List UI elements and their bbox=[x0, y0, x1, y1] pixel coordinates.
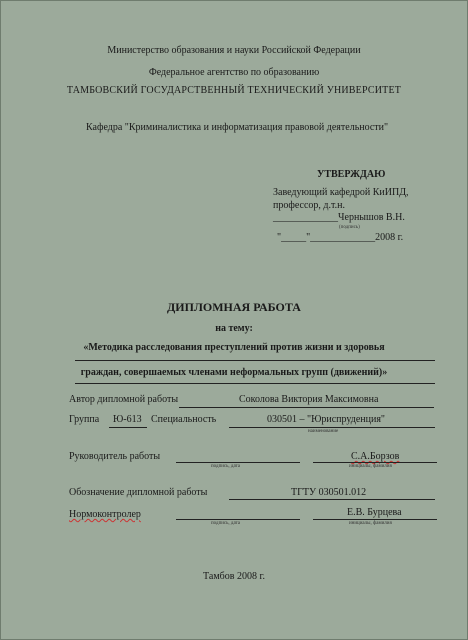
university-line: ТАМБОВСКИЙ ГОСУДАРСТВЕННЫЙ ТЕХНИЧЕСКИЙ УНИВЕРСИТЕТ bbox=[66, 85, 402, 96]
topic-label: на тему: bbox=[215, 323, 253, 334]
normcontrol-name-caption: инициалы, фамилия bbox=[349, 521, 392, 526]
approval-degree: профессор, д.т.н. bbox=[273, 200, 345, 211]
agency-line: Федеральное агентство по образованию bbox=[148, 67, 320, 78]
normcontrol-sign-line bbox=[176, 519, 300, 520]
approval-sign-caption: (подпись) bbox=[339, 225, 360, 230]
group-value: Ю-613 bbox=[113, 414, 142, 425]
topic-underline-2 bbox=[75, 383, 435, 384]
supervisor-label: Руководитель работы bbox=[69, 451, 161, 462]
approval-signer-line: _____________Чернышов В.Н. bbox=[273, 212, 405, 223]
group-underline bbox=[109, 427, 147, 428]
approval-title: УТВЕРЖДАЮ bbox=[317, 169, 386, 180]
supervisor-name-caption: инициалы, фамилия bbox=[349, 464, 392, 469]
approval-date-line: "_____"_____________2008 г. bbox=[277, 232, 404, 243]
supervisor-sign-caption: подпись, дата bbox=[211, 464, 241, 469]
topic-line-1: «Методика расследования преступлений против жизни и здоровья bbox=[83, 342, 385, 353]
spec-caption: наименование bbox=[308, 429, 339, 434]
author-value: Соколова Виктория Максимовна bbox=[239, 394, 379, 405]
author-underline bbox=[179, 407, 434, 408]
ministry-line: Министерство образования и науки Российской Федерации bbox=[107, 45, 361, 56]
normcontrol-name-line bbox=[313, 519, 437, 520]
spec-value: 030501 – "Юриспруденция" bbox=[267, 414, 386, 425]
topic-underline-1 bbox=[75, 360, 435, 361]
work-type: ДИПЛОМНАЯ РАБОТА bbox=[167, 300, 301, 314]
spec-underline bbox=[229, 427, 435, 428]
approval-position: Заведующий кафедрой КиИПД, bbox=[273, 187, 409, 198]
spec-label: Специальность bbox=[151, 414, 217, 425]
normcontrol-label: Нормоконтролер bbox=[69, 509, 141, 520]
supervisor-name-line bbox=[313, 462, 437, 463]
normcontrol-value: Е.В. Бурцева bbox=[347, 507, 402, 518]
group-label: Группа bbox=[69, 414, 100, 425]
supervisor-value: С.А.Борзов bbox=[351, 451, 400, 462]
place-year: Тамбов 2008 г. bbox=[203, 571, 265, 582]
topic-line-2: граждан, совершаемых членами неформальных групп (движений)» bbox=[80, 367, 388, 378]
author-label: Автор дипломной работы bbox=[69, 394, 179, 405]
designation-value: ТГТУ 030501.012 bbox=[291, 487, 367, 498]
department-line: Кафедра "Криминалистика и информатизация правовой деятельности" bbox=[86, 122, 389, 133]
supervisor-sign-line bbox=[176, 462, 300, 463]
designation-underline bbox=[229, 499, 435, 500]
normcontrol-sign-caption: подпись, дата bbox=[211, 521, 241, 526]
designation-label: Обозначение дипломной работы bbox=[69, 487, 208, 498]
